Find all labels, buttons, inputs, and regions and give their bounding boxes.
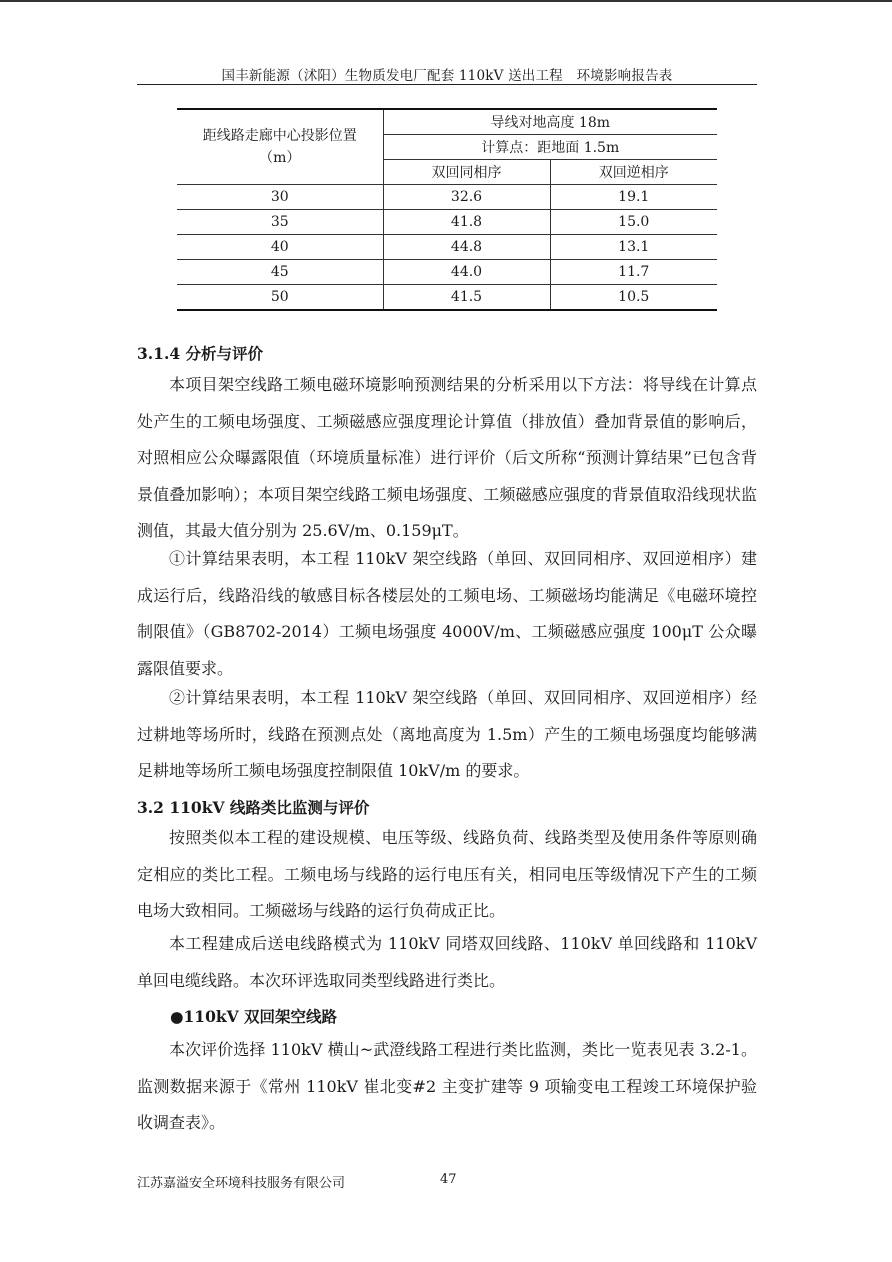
table-header-row [177, 109, 717, 135]
table-cell-distance: 35 [177, 210, 383, 235]
paragraph-analog-principle: 按照类似本工程的建设规模、电压等级、线路负荷、线路类型及使用条件等原则确定相应的类比工程。工频电场与线路的运行电压有关，相同电压等级情况下产生的工频电场大致相同。工频磁场与线路的运行负荷成正比。 [137, 828, 757, 920]
page-header: 国丰新能源（沭阳）生物质发电厂配套 110kV 送出工程 环境影响报告表 [221, 68, 673, 84]
table-row [177, 210, 717, 235]
top-border-line [0, 0, 892, 2]
footer-company: 江苏嘉溢安全环境科技服务有限公司 [137, 1176, 346, 1191]
page-number: 47 [440, 1172, 457, 1187]
table-rowhead [177, 109, 383, 185]
table-col-same-phase: 双回同相序 [383, 160, 550, 185]
rowhead-line1: 距线路走廊中心投影位置 [202, 128, 357, 144]
paragraph-line-modes: 本工程建成后送电线路模式为 110kV 同塔双回线路、110kV 单回线路和 110kV 单回电缆线路。本次环评选取同类型线路进行类比。 [137, 934, 757, 990]
table-cell-reverse: 19.1 [550, 185, 717, 210]
header-rule [137, 84, 757, 85]
table-row [177, 185, 717, 210]
section-heading-3-1-4: 3.1.4 分析与评价 [137, 344, 264, 363]
table-cell-reverse: 10.5 [550, 285, 717, 311]
table-cell-reverse: 15.0 [550, 210, 717, 235]
table-group-height: 导线对地高度 18m [383, 109, 717, 135]
table-col-reverse-phase: 双回逆相序 [550, 160, 717, 185]
table-cell-same: 41.5 [383, 285, 550, 311]
paragraph-result-2: ②计算结果表明，本工程 110kV 架空线路（单回、双回同相序、双回逆相序）经过耕地等场所时，线路在预测点处（离地高度为 1.5m）产生的工频电场强度均能够满足耕地等场所工频电场强度控制限值 10kV/m 的要求。 [137, 688, 757, 780]
rowhead-line2: （m） [259, 150, 301, 166]
table-cell-same: 41.8 [383, 210, 550, 235]
table-cell-distance: 40 [177, 235, 383, 260]
table-row [177, 235, 717, 260]
table-cell-same: 44.0 [383, 260, 550, 285]
paragraph-analysis-method: 本项目架空线路工频电磁环境影响预测结果的分析采用以下方法：将导线在计算点处产生的工频电场强度、工频磁感应强度理论计算值（排放值）叠加背景值的影响后，对照相应公众曝露限值（环境质量标准）进行评价（后文所称“预测计算结果”已包含背景值叠加影响）；本项目架空线路工频电场强度、工频磁感应强度的背景值取沿线现状监测值，其最大值分别为 25.6V/m、0.159μT。 [137, 375, 757, 540]
bullet-double-circuit: ●110kV 双回架空线路 [170, 1007, 338, 1026]
table-cell-distance: 30 [177, 185, 383, 210]
paragraph-result-1: ①计算结果表明，本工程 110kV 架空线路（单回、双回同相序、双回逆相序）建成运行后，线路沿线的敏感目标各楼层处的工频电场、工频磁场均能满足《电磁环境控制限值》（GB8702-2014）工频电场强度 4000V/m、工频磁感应强度 100μT 公众曝露限值要求。 [137, 549, 757, 678]
table-cell-reverse: 13.1 [550, 235, 717, 260]
table-group-point: 计算点：距地面 1.5m [383, 135, 717, 160]
section-heading-3-2: 3.2 110kV 线路类比监测与评价 [137, 798, 370, 817]
table-row [177, 285, 717, 311]
table-cell-reverse: 11.7 [550, 260, 717, 285]
table-cell-distance: 50 [177, 285, 383, 311]
table-row [177, 260, 717, 285]
table-cell-distance: 45 [177, 260, 383, 285]
table-cell-same: 32.6 [383, 185, 550, 210]
table-cell-same: 44.8 [383, 235, 550, 260]
calculation-table [177, 108, 717, 311]
paragraph-analog-project: 本次评价选择 110kV 横山~武澄线路工程进行类比监测，类比一览表见表 3.2-1。监测数据来源于《常州 110kV 崔北变#2 主变扩建等 9 项输变电工程竣工环境保护验收调查表》。 [137, 1040, 757, 1132]
